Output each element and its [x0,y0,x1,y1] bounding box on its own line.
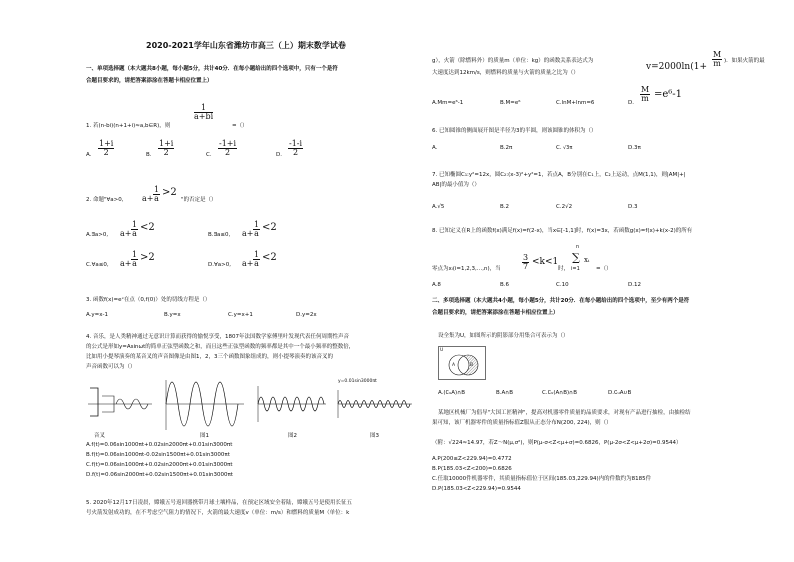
q2-fraction: $\frac{1}{a}$ [154,185,160,203]
q7-option-d: D.3 [628,204,638,210]
q1-option-d: $\frac{-1-i}{2}$ [289,139,303,157]
q5-option-a: A.Mm=e⁶-1 [432,100,464,106]
q10-option-c: C.任取10000件机器零件，其质量指标值位于区间(185.03,229.94)内的件数约为8185件 [432,476,652,482]
q10-option-a: A.P(200≤Z<229.94)=0.4772 [432,456,512,462]
section2-heading-cont: 合题目要求的，请把答案添涂在答题卡相应位置上） [432,310,559,316]
q2-option-d-expr: a+ [242,259,254,268]
q10-option-d: D.P(185.03<Z<229.94)=0.9544 [432,486,521,492]
q2-option-b-label: B.∃a≤0, [208,232,231,238]
q6-option-a: A. [432,145,438,151]
q8-line-2-tail: =（） [596,266,612,272]
q4-option-a: A.f(t)=0.06sin1000πt+0.02sin2000πt+0.01sin3000πt [86,442,233,448]
tuning-fork-figure [88,388,152,416]
q2-option-a-frac: $\frac{1}{a}$ [132,220,138,238]
q9-venn-diagram [438,346,486,380]
q9-option-d: D.∁ᵤA∪B [608,390,632,396]
q2-option-d-label: D.∀a>0, [208,262,231,268]
q7-option-b: B.2 [500,204,510,210]
figure-3 [338,390,412,418]
q2-stem-end: "的否定是（） [181,197,217,203]
q2-option-c-rel: >2 [140,252,155,263]
q1-option-c-label: C. [206,152,212,158]
fig-label-1: 图1 [200,433,209,439]
q8-line-1: 8. 已知定义在R上的函数f(x)满足f(x)=f(2-x)，当x∈[-1,1]时，f(x)=3x，若函数g(x)=f(x)+k(x-2)的所有 [432,228,693,234]
q8-sum-bottom: i=1 [571,266,580,272]
venn-label-b: B [470,363,474,368]
q10-line-2: 果可知，该厂机器零件的质量指标值Z服从正态分布N(200, 224)，则（） [432,420,612,426]
q8-fraction: $\frac{3}{7}$ [523,253,529,271]
q8-line-2-end: 时， [558,266,570,272]
venn-label-u: U [440,348,444,353]
q2-option-a-rel: <2 [140,222,155,233]
q9-option-b: B.A∩B [496,390,514,396]
q3-option-b: B.y=x [164,312,181,318]
q5-formula-frac: $\frac{M}{m}$ [713,50,722,68]
q3-option-d: D.y=2x [296,312,317,318]
q3-stem: 3. 函数f(x)=eˣ在点（0,f(0)）处的切线方程是（） [86,297,211,303]
q5-cont: g），火箭（除燃料外）的质量m（单位：kg）的函数关系表达式为 [432,58,594,64]
q4-line-4: 声音函数可以为（） [86,364,136,370]
q5-line-1: 5. 2020年12月17日凌晨，嫦娥五号返回器携带月球土壤样品，在预定区域安全着陆，嫦娥五号是使用长征五 [86,500,352,506]
q10-note: （附：√224≈14.97，若Z～N(μ,σ²)，则P(μ-σ<Z<μ+σ)=0.6826，P(μ-2σ<Z<μ+2σ)=0.9544） [432,440,682,446]
q1-option-a-label: A. [86,152,92,158]
q5-option-d-frac: $\frac{M}{m}$ [641,85,650,103]
q7-line-1: 7. 已知椭圆C₁:y²=12x，圆C₂:(x-3)²+y²=1，若点A，B分别在C₁上，C₂上运动，点M(1,1)，则|AM|+| [432,172,686,178]
section1-heading: 一、单项选择题（本大题共8小题，每小题5分，共计40分．在每小题给出的四个选项中，只有一个是符 [86,66,338,72]
q6-option-b: B.2π [500,145,513,151]
q10-line-1: 某地区机械厂为倡导"大国工匠精神"，提高对机器零件质量的品质要求，对现有产品进行抽检，由抽检结 [438,410,691,416]
q2-option-c-expr: a+ [120,259,132,268]
q8-option-a: A.8 [432,282,441,288]
q1-option-b-label: B. [146,152,152,158]
q2-stem: 2. 命题"∀a>0, [86,197,124,203]
q1-stem-end: =（） [232,123,248,129]
q1-option-d-label: D. [276,152,282,158]
q2-option-d-rel: <2 [262,252,277,263]
q4-line-1: 4. 音乐，是人类精神通过无意识计算而获得的愉悦享受，1807年法国数学家傅里叶发现代表任何周期性声音 [86,334,349,340]
fig-label-3: 图3 [370,433,379,439]
q3-option-c: C.y=x+1 [228,312,253,318]
q9-stem: 设全集为U，如图所示的阴影部分用集合可表示为（） [438,333,569,339]
q5-formula-end: )．如果火箭的最 [724,58,765,64]
q5-option-d: D. [628,100,634,106]
q8-option-b: B.6 [500,282,510,288]
q2-option-b-frac: $\frac{1}{a}$ [254,220,260,238]
fig3-formula: y=0.01sin3000πt [338,379,377,384]
q6-option-d: D.3π [628,145,641,151]
q2-option-c-label: C.∀a≤0, [86,262,109,268]
q4-option-d: D.f(t)=0.06sin2000πt+0.02sin1500πt+0.01sin3000πt [86,472,233,478]
q4-option-c: C.f(t)=0.06sin1000πt+0.02sin2000πt+0.01sin3000πt [86,462,233,468]
q5-line-3: 大速度达到12km/s，则燃料的质量与火箭的质量之比为（） [432,70,579,76]
right-column [432,0,792,562]
q4-option-b: B.f(t)=0.06sin1000πt-0.02sin1500πt+0.01sin3000πt [86,452,230,458]
q1-stem: 1. 若(n-bi)(n+1+i)≈a,b∈R)，则 [86,123,171,129]
q5-option-c: C.lnM+lnm=6 [556,100,595,106]
figure-1 [166,380,244,430]
q3-option-a: A.y=x-1 [86,312,109,318]
q2-option-a-expr: a+ [120,229,132,238]
venn-label-a: A [452,363,456,368]
q4-line-3: 比如用小提琴演奏的某音叉的声音图像是由图1，2，3三个函数图象组成的，则小提琴演奏的该音叉的 [86,354,334,360]
q8-sum-sign: ∑ [572,251,580,264]
q4-line-2: 的公式是形如y=Asinωt的简单正弦型函数之和，而且这些正弦型函数的频率都是其中一个最小频率的整数倍， [86,344,355,350]
q8-option-c: C.10 [556,282,569,288]
exam-title: 2020-2021学年山东省潍坊市高三（上）期末数学试卷 [146,41,346,50]
q5-option-d-tail: =e⁶-1 [654,89,683,100]
q2-option-c-frac: $\frac{1}{a}$ [132,250,138,268]
q8-inequality: <k<1 [532,257,559,267]
figure-2 [258,386,326,422]
section2-heading: 二、多项选择题（本大题共4小题，每小题5分，共计20分．在每小题给出的四个选项中，至少有两个是符 [432,298,690,304]
q1-fraction: $\frac{1}{a+bi}$ [194,103,214,121]
q6-option-c-value: √3π [563,145,573,151]
q8-option-d: D.12 [628,282,641,288]
q1-option-c: $\frac{-1+i}{2}$ [219,139,237,157]
q5-option-b: B.M=e⁶ [500,100,521,106]
q8-sum-top: n [576,244,580,250]
q10-option-b: B.P(185.03<Z<200)=0.6826 [432,466,512,472]
q9-option-c: C.∁ᵤ(A∩B)∩B [542,390,577,396]
q1-option-a: $\frac{1+i}{2}$ [99,139,114,157]
fig-label-2: 图2 [288,433,297,439]
q5-formula: v=2000ln(1+ [646,62,707,72]
q2-expr: a+ [142,194,154,203]
q7-line-2: AB|的最小值为（） [432,182,480,188]
q5-line-2: 号火箭发射成功的，在不考虑空气阻力的情况下，火箭的最大速度v（单位：m/s）和燃料的质量M（单位：k [86,510,350,516]
q8-sum-term: xᵢ [584,256,590,264]
q2-relation: >2 [162,187,177,198]
q6-option-c: C. [556,145,562,151]
q2-option-b-expr: a+ [242,229,254,238]
q2-option-b-rel: <2 [262,222,277,233]
fig-label-fork: 音叉 [94,433,106,439]
q2-option-d-frac: $\frac{1}{a}$ [254,250,260,268]
left-column [86,0,446,562]
q1-option-b: $\frac{1+i}{2}$ [159,139,174,157]
q6-stem: 6. 已知圆锥的侧面展开图是半径为3的半圆，则该圆锥的体积为（） [432,128,597,134]
q8-line-2: 零点为xᵢ(i=1,2,3,…,n)，当 [432,266,501,272]
q9-option-a: A.(∁ᵤA)∩B [438,390,465,396]
section1-heading-cont: 合题目要求的，请把答案添涂在答题卡相应位置上） [86,78,213,84]
q2-option-a-label: A.∃a>0, [86,232,109,238]
q7-option-c: C.2√2 [556,204,573,210]
q7-option-a: A.√5 [432,204,445,210]
